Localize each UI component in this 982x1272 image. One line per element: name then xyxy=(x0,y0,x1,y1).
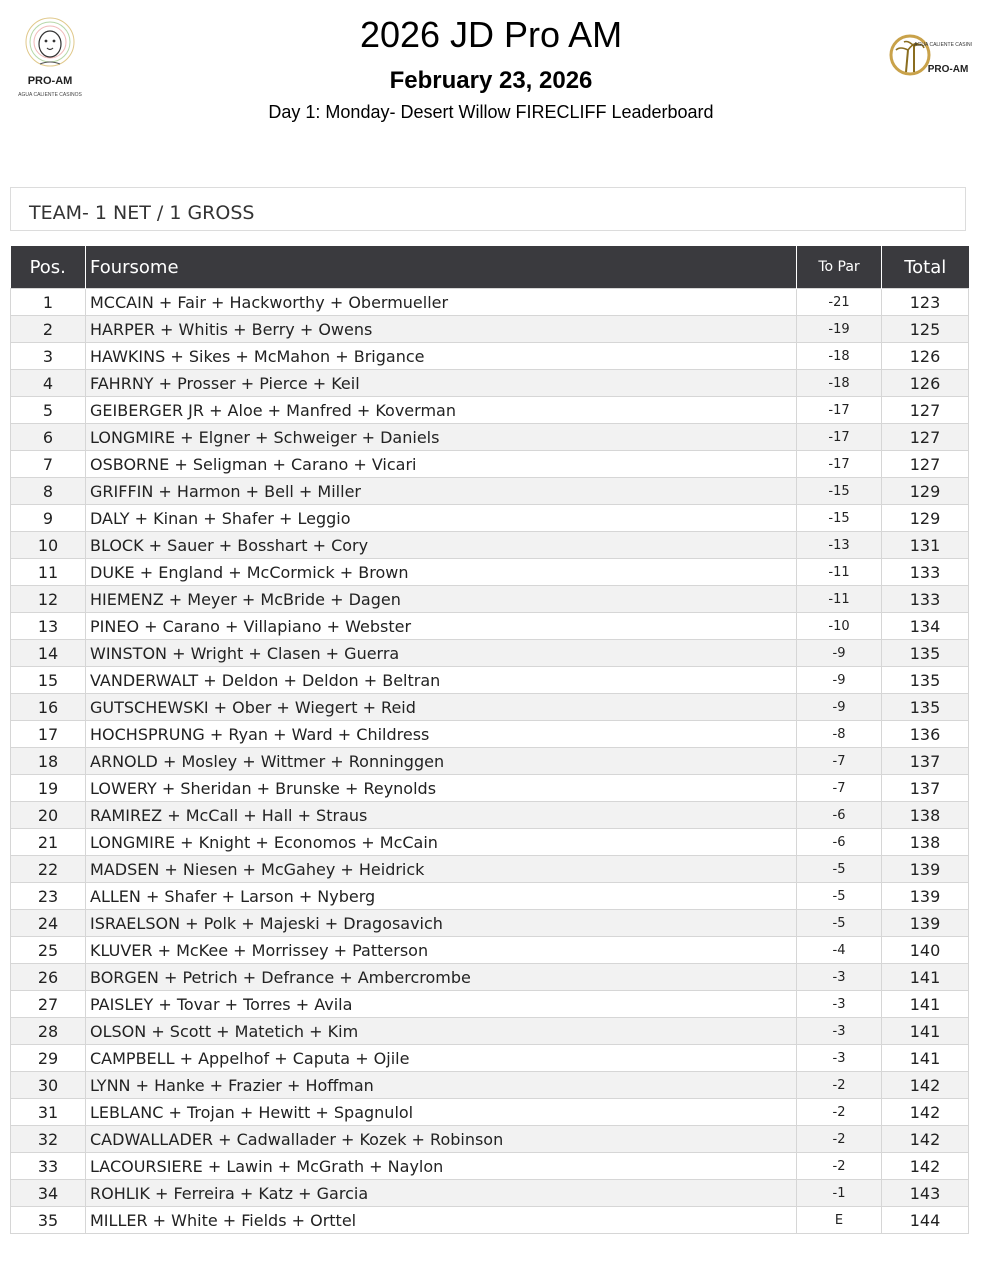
cell-pos: 9 xyxy=(11,505,86,532)
table-row xyxy=(11,316,969,343)
cell-total: 144 xyxy=(882,1207,969,1234)
cell-pos: 33 xyxy=(11,1153,86,1180)
table-row xyxy=(11,1099,969,1126)
column-header-pos: Pos. xyxy=(11,246,86,289)
cell-total: 125 xyxy=(882,316,969,343)
cell-total: 139 xyxy=(882,856,969,883)
cell-total: 123 xyxy=(882,289,969,316)
cell-foursome: OLSON + Scott + Matetich + Kim xyxy=(86,1018,797,1045)
cell-to-par: -15 xyxy=(797,478,882,505)
cell-foursome: MILLER + White + Fields + Orttel xyxy=(86,1207,797,1234)
cell-total: 133 xyxy=(882,586,969,613)
pro-am-palm-logo xyxy=(888,30,972,80)
cell-foursome: LOWERY + Sheridan + Brunske + Reynolds xyxy=(86,775,797,802)
cell-total: 139 xyxy=(882,910,969,937)
cell-pos: 12 xyxy=(11,586,86,613)
cell-pos: 22 xyxy=(11,856,86,883)
table-header-row xyxy=(11,246,969,289)
cell-to-par: -13 xyxy=(797,532,882,559)
cell-pos: 30 xyxy=(11,1072,86,1099)
cell-pos: 16 xyxy=(11,694,86,721)
cell-foursome: BLOCK + Sauer + Bosshart + Cory xyxy=(86,532,797,559)
table-row xyxy=(11,613,969,640)
cell-foursome: PINEO + Carano + Villapiano + Webster xyxy=(86,613,797,640)
cell-total: 127 xyxy=(882,451,969,478)
logo-left-title: PRO-AM xyxy=(27,75,73,87)
cell-foursome: GUTSCHEWSKI + Ober + Wiegert + Reid xyxy=(86,694,797,721)
table-row xyxy=(11,883,969,910)
cell-total: 135 xyxy=(882,694,969,721)
page-header xyxy=(0,0,982,140)
cell-to-par: -3 xyxy=(797,991,882,1018)
cell-pos: 32 xyxy=(11,1126,86,1153)
table-row xyxy=(11,748,969,775)
table-row xyxy=(11,370,969,397)
table-row xyxy=(11,856,969,883)
cell-foursome: HIEMENZ + Meyer + McBride + Dagen xyxy=(86,586,797,613)
table-row xyxy=(11,829,969,856)
table-row xyxy=(11,532,969,559)
division-header xyxy=(10,187,966,231)
cell-total: 134 xyxy=(882,613,969,640)
table-row xyxy=(11,1072,969,1099)
cell-to-par: -9 xyxy=(797,694,882,721)
table-row xyxy=(11,1153,969,1180)
cell-total: 143 xyxy=(882,1180,969,1207)
logo-left-sub: AGUA CALIENTE CASINOS xyxy=(18,92,82,98)
cell-foursome: CAMPBELL + Appelhof + Caputa + Ojile xyxy=(86,1045,797,1072)
cell-pos: 11 xyxy=(11,559,86,586)
table-row xyxy=(11,505,969,532)
cell-total: 133 xyxy=(882,559,969,586)
table-row xyxy=(11,937,969,964)
cell-to-par: -6 xyxy=(797,829,882,856)
table-row xyxy=(11,721,969,748)
cell-foursome: LONGMIRE + Knight + Economos + McCain xyxy=(86,829,797,856)
table-row xyxy=(11,451,969,478)
cell-pos: 7 xyxy=(11,451,86,478)
cell-pos: 6 xyxy=(11,424,86,451)
table-row xyxy=(11,964,969,991)
cell-foursome: HOCHSPRUNG + Ryan + Ward + Childress xyxy=(86,721,797,748)
cell-foursome: ROHLIK + Ferreira + Katz + Garcia xyxy=(86,1180,797,1207)
cell-total: 126 xyxy=(882,343,969,370)
table-row xyxy=(11,397,969,424)
cell-total: 129 xyxy=(882,478,969,505)
cell-total: 141 xyxy=(882,1045,969,1072)
cell-foursome: ISRAELSON + Polk + Majeski + Dragosavich xyxy=(86,910,797,937)
cell-total: 137 xyxy=(882,748,969,775)
cell-foursome: OSBORNE + Seligman + Carano + Vicari xyxy=(86,451,797,478)
cell-to-par: -2 xyxy=(797,1153,882,1180)
cell-to-par: -3 xyxy=(797,1045,882,1072)
cell-total: 129 xyxy=(882,505,969,532)
cell-foursome: BORGEN + Petrich + Defrance + Ambercrombe xyxy=(86,964,797,991)
cell-to-par: -11 xyxy=(797,586,882,613)
cell-to-par: -11 xyxy=(797,559,882,586)
cell-foursome: GRIFFIN + Harmon + Bell + Miller xyxy=(86,478,797,505)
table-row xyxy=(11,559,969,586)
logo-right-title: PRO-AM xyxy=(927,64,969,75)
table-row xyxy=(11,424,969,451)
cell-to-par: -7 xyxy=(797,775,882,802)
cell-pos: 4 xyxy=(11,370,86,397)
cell-total: 141 xyxy=(882,964,969,991)
cell-foursome: DUKE + England + McCormick + Brown xyxy=(86,559,797,586)
event-subtitle: Day 1: Monday- Desert Willow FIRECLIFF Leaderboard xyxy=(268,102,714,122)
cell-foursome: VANDERWALT + Deldon + Deldon + Beltran xyxy=(86,667,797,694)
cell-pos: 13 xyxy=(11,613,86,640)
cell-to-par: -9 xyxy=(797,640,882,667)
table-row xyxy=(11,1045,969,1072)
cell-foursome: HAWKINS + Sikes + McMahon + Brigance xyxy=(86,343,797,370)
cell-total: 138 xyxy=(882,829,969,856)
cell-pos: 27 xyxy=(11,991,86,1018)
cell-to-par: -3 xyxy=(797,1018,882,1045)
cell-pos: 29 xyxy=(11,1045,86,1072)
cell-total: 139 xyxy=(882,883,969,910)
cell-pos: 34 xyxy=(11,1180,86,1207)
cell-foursome: DALY + Kinan + Shafer + Leggio xyxy=(86,505,797,532)
cell-total: 136 xyxy=(882,721,969,748)
cell-foursome: ALLEN + Shafer + Larson + Nyberg xyxy=(86,883,797,910)
cell-pos: 26 xyxy=(11,964,86,991)
table-row xyxy=(11,586,969,613)
cell-pos: 28 xyxy=(11,1018,86,1045)
cell-total: 142 xyxy=(882,1126,969,1153)
table-row xyxy=(11,1207,969,1234)
table-row xyxy=(11,1018,969,1045)
cell-total: 127 xyxy=(882,397,969,424)
cell-pos: 24 xyxy=(11,910,86,937)
cell-pos: 31 xyxy=(11,1099,86,1126)
cell-total: 131 xyxy=(882,532,969,559)
table-row xyxy=(11,775,969,802)
cell-pos: 17 xyxy=(11,721,86,748)
cell-total: 142 xyxy=(882,1099,969,1126)
cell-total: 140 xyxy=(882,937,969,964)
cell-foursome: GEIBERGER JR + Aloe + Manfred + Koverman xyxy=(86,397,797,424)
cell-foursome: FAHRNY + Prosser + Pierce + Keil xyxy=(86,370,797,397)
column-header-to-par: To Par xyxy=(797,246,882,289)
cell-to-par: -8 xyxy=(797,721,882,748)
cell-total: 138 xyxy=(882,802,969,829)
cell-to-par: -1 xyxy=(797,1180,882,1207)
cell-pos: 18 xyxy=(11,748,86,775)
cell-foursome: PAISLEY + Tovar + Torres + Avila xyxy=(86,991,797,1018)
cell-pos: 20 xyxy=(11,802,86,829)
cell-foursome: RAMIREZ + McCall + Hall + Straus xyxy=(86,802,797,829)
cell-to-par: -4 xyxy=(797,937,882,964)
cell-pos: 14 xyxy=(11,640,86,667)
column-header-foursome: Foursome xyxy=(86,246,797,289)
cell-to-par: -2 xyxy=(797,1072,882,1099)
cell-to-par: -15 xyxy=(797,505,882,532)
table-row xyxy=(11,991,969,1018)
cell-to-par: -5 xyxy=(797,883,882,910)
cell-total: 137 xyxy=(882,775,969,802)
cell-to-par: -17 xyxy=(797,424,882,451)
cell-pos: 19 xyxy=(11,775,86,802)
cell-pos: 3 xyxy=(11,343,86,370)
cell-foursome: LONGMIRE + Elgner + Schweiger + Daniels xyxy=(86,424,797,451)
cell-to-par: -2 xyxy=(797,1126,882,1153)
cell-total: 142 xyxy=(882,1072,969,1099)
cell-pos: 8 xyxy=(11,478,86,505)
cell-to-par: -10 xyxy=(797,613,882,640)
cell-total: 141 xyxy=(882,991,969,1018)
cell-total: 135 xyxy=(882,667,969,694)
cell-total: 142 xyxy=(882,1153,969,1180)
table-row xyxy=(11,694,969,721)
cell-foursome: LYNN + Hanke + Frazier + Hoffman xyxy=(86,1072,797,1099)
cell-pos: 35 xyxy=(11,1207,86,1234)
event-date: February 23, 2026 xyxy=(389,67,593,94)
cell-foursome: CADWALLADER + Cadwallader + Kozek + Robinson xyxy=(86,1126,797,1153)
cell-foursome: KLUVER + McKee + Morrissey + Patterson xyxy=(86,937,797,964)
cell-pos: 2 xyxy=(11,316,86,343)
division-label: TEAM- 1 NET / 1 GROSS xyxy=(29,202,255,224)
cell-to-par: -17 xyxy=(797,451,882,478)
table-row xyxy=(11,343,969,370)
table-row xyxy=(11,1180,969,1207)
cell-total: 127 xyxy=(882,424,969,451)
cell-pos: 1 xyxy=(11,289,86,316)
cell-to-par: -9 xyxy=(797,667,882,694)
cell-to-par: -6 xyxy=(797,802,882,829)
cell-foursome: MADSEN + Niesen + McGahey + Heidrick xyxy=(86,856,797,883)
cell-pos: 5 xyxy=(11,397,86,424)
cell-to-par: -3 xyxy=(797,964,882,991)
cell-to-par: -18 xyxy=(797,370,882,397)
table-row xyxy=(11,1126,969,1153)
cell-foursome: HARPER + Whitis + Berry + Owens xyxy=(86,316,797,343)
cell-foursome: LACOURSIERE + Lawin + McGrath + Naylon xyxy=(86,1153,797,1180)
cell-pos: 15 xyxy=(11,667,86,694)
table-row xyxy=(11,802,969,829)
cell-to-par: -17 xyxy=(797,397,882,424)
cell-pos: 21 xyxy=(11,829,86,856)
table-row xyxy=(11,640,969,667)
cell-pos: 25 xyxy=(11,937,86,964)
cell-to-par: -18 xyxy=(797,343,882,370)
cell-to-par: -21 xyxy=(797,289,882,316)
cell-total: 135 xyxy=(882,640,969,667)
cell-to-par: -5 xyxy=(797,856,882,883)
cell-foursome: ARNOLD + Mosley + Wittmer + Ronninggen xyxy=(86,748,797,775)
cell-pos: 10 xyxy=(11,532,86,559)
leaderboard-table xyxy=(10,246,969,1234)
cell-to-par: -7 xyxy=(797,748,882,775)
logo-right-sub: AGUA CALIENTE CASINOS xyxy=(914,42,972,48)
cell-to-par: -5 xyxy=(797,910,882,937)
cell-total: 126 xyxy=(882,370,969,397)
table-row xyxy=(11,478,969,505)
cell-foursome: WINSTON + Wright + Clasen + Guerra xyxy=(86,640,797,667)
table-row xyxy=(11,910,969,937)
page-title: 2026 JD Pro AM xyxy=(359,14,623,55)
cell-pos: 23 xyxy=(11,883,86,910)
cell-foursome: MCCAIN + Fair + Hackworthy + Obermueller xyxy=(86,289,797,316)
cell-foursome: LEBLANC + Trojan + Hewitt + Spagnulol xyxy=(86,1099,797,1126)
cell-to-par: E xyxy=(797,1207,882,1234)
table-row xyxy=(11,667,969,694)
cell-to-par: -2 xyxy=(797,1099,882,1126)
cell-to-par: -19 xyxy=(797,316,882,343)
cell-total: 141 xyxy=(882,1018,969,1045)
column-header-total: Total xyxy=(882,246,969,289)
table-row xyxy=(11,289,969,316)
